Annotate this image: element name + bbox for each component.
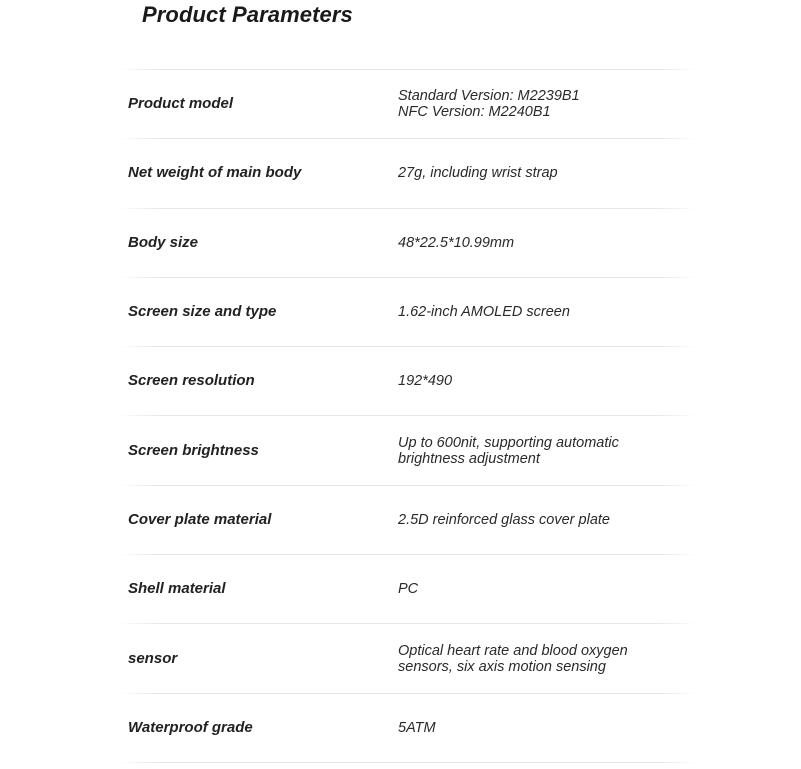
- spec-value-line: Up to 600nit, supporting automatic: [398, 434, 619, 451]
- spec-value-line: 27g, including wrist strap: [398, 165, 558, 182]
- spec-label: Product model: [128, 95, 234, 113]
- spec-label: Body size: [128, 233, 199, 251]
- spec-label: Shell material: [128, 580, 226, 598]
- spec-value-line: NFC Version: M2240B1: [398, 104, 551, 121]
- page-title: Product Parameters: [142, 2, 353, 27]
- spec-row-screen-size: [120, 278, 696, 346]
- spec-label: Waterproof grade: [128, 718, 253, 736]
- spec-row-cover-plate: [120, 486, 696, 554]
- spec-row-waterproof: [120, 694, 696, 762]
- spec-value: [398, 581, 696, 597]
- spec-row-shell-material: [120, 555, 696, 623]
- spec-row-screen-brightness: [120, 416, 696, 484]
- spec-value: [398, 165, 696, 181]
- spec-row-sensor: [120, 624, 696, 692]
- spec-row-screen-resolution: [120, 347, 696, 415]
- spec-value: [398, 235, 696, 251]
- spec-label: Screen brightness: [128, 441, 259, 459]
- spec-value: [398, 373, 696, 389]
- spec-value: [398, 88, 696, 120]
- spec-value-line: 192*490: [398, 373, 453, 390]
- spec-table: [120, 69, 696, 763]
- spec-label: Cover plate material: [128, 510, 272, 528]
- spec-value-line: Standard Version: M2239B1: [398, 88, 580, 105]
- spec-value-line: PC: [398, 581, 419, 598]
- spec-label: sensor: [128, 649, 178, 667]
- spec-label: Screen size and type: [128, 303, 277, 321]
- row-divider: [120, 762, 696, 763]
- spec-value: [398, 304, 696, 320]
- spec-value-line: Optical heart rate and blood oxygen: [398, 642, 628, 659]
- spec-row-net-weight: [120, 139, 696, 207]
- spec-value: [398, 512, 696, 528]
- spec-value-line: 5ATM: [398, 719, 436, 736]
- spec-value: [398, 435, 696, 467]
- spec-value-line: sensors, six axis motion sensing: [398, 658, 606, 675]
- spec-label: Screen resolution: [128, 372, 255, 390]
- spec-row-body-size: [120, 209, 696, 277]
- spec-label: Net weight of main body: [128, 164, 302, 182]
- spec-value-line: brightness adjustment: [398, 450, 540, 467]
- spec-value-line: 1.62-inch AMOLED screen: [398, 304, 570, 321]
- spec-value-line: 48*22.5*10.99mm: [398, 234, 515, 251]
- spec-value: [398, 643, 696, 675]
- spec-value-line: 2.5D reinforced glass cover plate: [398, 511, 610, 528]
- spec-row-product-model: [120, 70, 696, 138]
- spec-value: [398, 720, 696, 736]
